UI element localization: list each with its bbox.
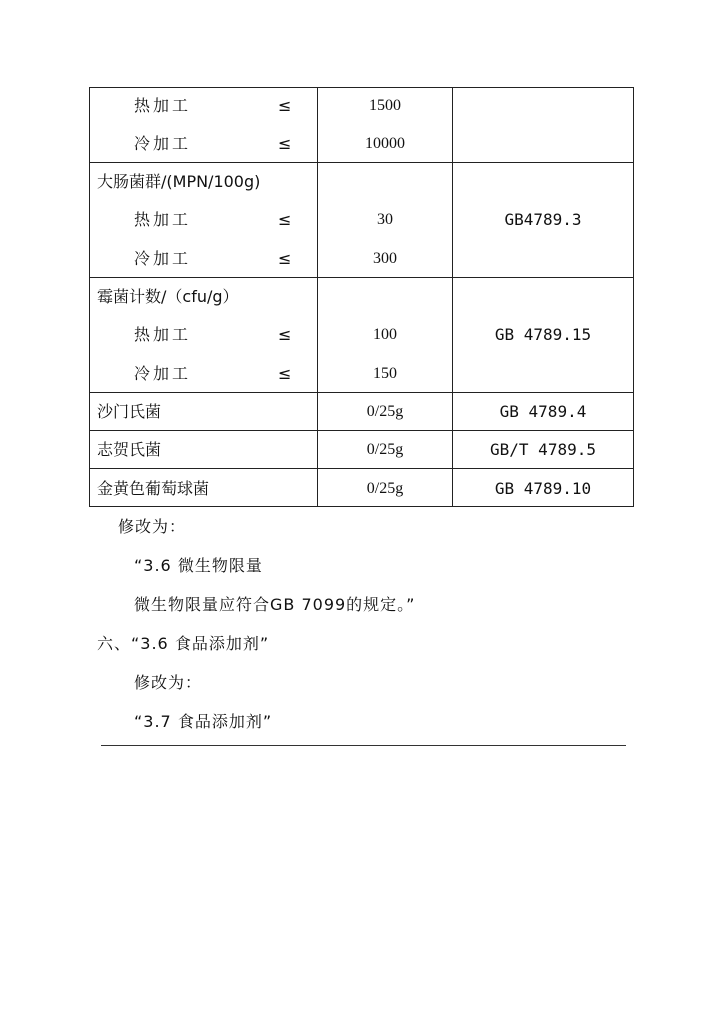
table-cell-label: 热加工 xyxy=(134,325,192,344)
table-rule xyxy=(633,87,634,507)
table-rule xyxy=(89,506,634,507)
amendment-line: “3.7 食品添加剂” xyxy=(134,712,273,731)
table-cell-method: GB 4789.15 xyxy=(494,325,592,344)
amendment-line: 六、“3.6 食品添加剂” xyxy=(97,634,270,653)
table-cell-method: GB 4789.10 xyxy=(494,479,592,498)
table-cell-label: 热加工 xyxy=(134,96,192,115)
table-cell-value: 100 xyxy=(373,326,397,343)
table-rule xyxy=(89,87,634,88)
amendment-line: 修改为： xyxy=(118,517,187,536)
amendment-line: 修改为： xyxy=(134,673,203,692)
table-rule xyxy=(89,468,634,469)
table-cell-value: 1500 xyxy=(369,97,401,114)
leq-symbol: ≤ xyxy=(278,325,292,344)
leq-symbol: ≤ xyxy=(278,134,292,153)
table-cell-value: 10000 xyxy=(365,135,405,152)
table-group-label: 霉菌计数/（cfu/g） xyxy=(97,287,239,306)
table-group-label: 大肠菌群/(MPN/100g) xyxy=(97,172,261,191)
table-cell-value: 30 xyxy=(377,211,393,228)
table-rule xyxy=(89,430,634,431)
table-cell-label: 冷加工 xyxy=(134,134,192,153)
table-cell-label: 志贺氏菌 xyxy=(97,440,162,459)
table-cell-value: 150 xyxy=(373,365,397,382)
table-cell-label: 热加工 xyxy=(134,210,192,229)
table-rule xyxy=(89,87,90,507)
table-cell-value: 0/25g xyxy=(366,441,404,458)
table-cell-method: GB/T 4789.5 xyxy=(490,440,596,459)
footer-rule xyxy=(101,745,626,746)
amendment-line: 微生物限量应符合GB 7099的规定。” xyxy=(134,595,416,614)
leq-symbol: ≤ xyxy=(278,364,292,383)
table-cell-label: 金黄色葡萄球菌 xyxy=(97,479,210,498)
table-cell-label: 冷加工 xyxy=(134,364,192,383)
table-cell-method: GB 4789.4 xyxy=(499,402,587,421)
table-cell-label: 沙门氏菌 xyxy=(97,402,162,421)
leq-symbol: ≤ xyxy=(278,96,292,115)
table-cell-method: GB4789.3 xyxy=(504,210,582,229)
table-cell-value: 0/25g xyxy=(366,480,404,497)
table-rule xyxy=(89,162,634,163)
table-cell-label: 冷加工 xyxy=(134,249,192,268)
table-cell-value: 0/25g xyxy=(366,403,404,420)
leq-symbol: ≤ xyxy=(278,249,292,268)
table-cell-value: 300 xyxy=(373,250,397,267)
leq-symbol: ≤ xyxy=(278,210,292,229)
amendment-line: “3.6 微生物限量 xyxy=(134,556,263,575)
table-rule xyxy=(89,392,634,393)
table-rule xyxy=(89,277,634,278)
